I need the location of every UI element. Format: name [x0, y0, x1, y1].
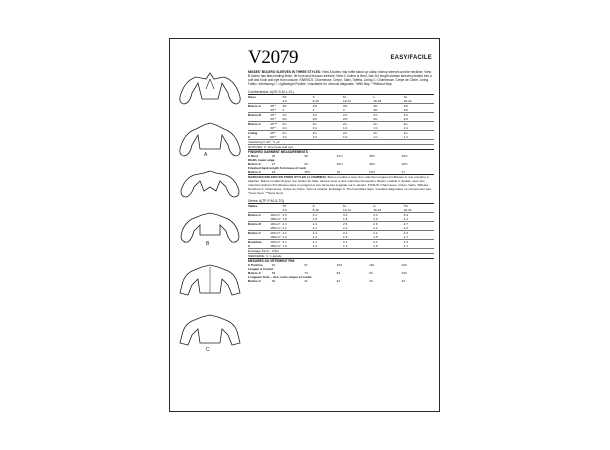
table-cell: 3.4 [403, 213, 408, 218]
table-cell: 1.3 [342, 244, 348, 249]
table-cell: 2.5 [342, 222, 348, 227]
table-cell: 15½ [304, 170, 311, 175]
size-number: 4-6 [282, 208, 287, 213]
fabric-width: 115cm* [270, 213, 281, 218]
table-cell: 1⅝ [342, 135, 348, 140]
fabric-width: 115cm* [270, 231, 281, 236]
table-cell: 2⅝ [312, 113, 317, 118]
table-cell: 2.1 [282, 231, 287, 236]
table-cell: 3⅜ [342, 104, 348, 109]
size-number: 8-10 [312, 208, 319, 213]
french-text: Bolero modèle A avec des manches longues bouffantes et une encolure à attacher. Bolero modèle B avec une finition de biais, devant noué et des manches blousantes. Bolero modèle C doublé, avec des manches dolman 3/4 plissées dans un poignet et une fermeture à agrafe sur le devant. TISSUS: Charmeuse, Crêpe, Satin, Taffetas. Doublure C: Charmeuse, Crêpe de Chine. Tissu à doubler. Entoilage C: Thermocollant léger. Grandes diagonales ne conviennent pas. *Avec Sens. **Sans Sens. [248, 175, 432, 196]
table-cell: 2.7 [403, 222, 408, 227]
table-cell: 2.0 [373, 217, 378, 222]
table-cell: 2.1 [403, 217, 408, 222]
table-cell: 2¼ [282, 131, 287, 136]
table-cell: 2.1 [342, 226, 348, 231]
size-label: TG [403, 204, 408, 209]
table-cell: 2.3 [403, 240, 408, 245]
french-series: Séries: A(TP-P-M-G-TG) [248, 199, 285, 204]
size-label: M [342, 204, 346, 209]
size-label: M [342, 95, 346, 100]
table-cell: 1.0 [282, 244, 287, 249]
table-cell: 40½ [401, 162, 408, 167]
table-cell: 83 [336, 271, 341, 276]
table-cell: 2 [342, 108, 345, 113]
table-cell: 2.1 [373, 231, 378, 236]
table-cell: 1.8 [312, 217, 317, 222]
finished-measurements-title: FINISHED GARMENT MEASUREMENTS [248, 149, 434, 154]
view-c-label: C [206, 347, 210, 353]
table-cell: 1.4 [312, 235, 317, 240]
table-cell: 2⅜ [312, 117, 317, 122]
table-cell: 44 [401, 279, 405, 284]
table-cell: 3.3 [373, 213, 378, 218]
table-cell: 2⅝ [282, 113, 287, 118]
table-cell: 1⅝ [312, 126, 317, 131]
table-cell: 1.7 [403, 244, 408, 249]
table-cell: 45½ [369, 154, 376, 159]
row-label: Bolero A [248, 104, 261, 109]
size-number: 12-14 [342, 99, 351, 104]
view-b-front-drawing [176, 167, 244, 201]
table-cell: 1⅞ [373, 126, 378, 131]
table-cell: 2¼ [312, 122, 317, 127]
table-cell: 2¼ [342, 131, 348, 136]
table-cell: 2¼ [373, 122, 378, 127]
table-cell: 2⅜ [373, 117, 378, 122]
view-a-back-drawing [176, 119, 244, 159]
pattern-number: V2079 [248, 47, 299, 68]
size-label: XS [282, 95, 287, 100]
table-cell: 38 [304, 154, 308, 159]
finished-measurements-title-fr: MESURES DU VÊTEMENT FINI [248, 258, 434, 263]
size-label: S [312, 95, 315, 100]
size-number: 8-10 [312, 99, 319, 104]
view-a-label: A [204, 152, 208, 158]
view-c-back-drawing [176, 311, 244, 353]
table-cell: 2⅝ [373, 113, 378, 118]
table-cell: 1⅝ [312, 135, 317, 140]
size-number: 20-22 [403, 99, 412, 104]
table-cell: 1.8 [342, 217, 348, 222]
table-cell: 49½ [401, 154, 408, 159]
interfacing-en: Interfacing C 20", ½ yd [248, 139, 434, 144]
finished-measurements-table [248, 154, 434, 174]
table-cell: 2⅜ [282, 117, 287, 122]
table-cell: 2.1 [312, 226, 317, 231]
table-cell: 1⅞ [403, 135, 408, 140]
table-cell: 2 [312, 108, 315, 113]
row-label: Bolero C [248, 122, 261, 127]
table-cell: 2.1 [342, 231, 348, 236]
table-cell: 2.2 [373, 226, 378, 231]
description-text: View A bolero has ruffle stand up collar, bishop sleeves and tie neckline. View B bolero has bias binding finish, tie front and blouson sleeves. View C bolero is lined, has 3/4 length dolman sleeves pleated into a cuff and hook and eye front closure. FABRICS: Charmeuse, Crepe, Satin, Taffeta. Lining C: Charmeuse, Crepe de Chine. Lining Fabric: Interfacing C: Lightweight Fusible. Unsuitable for obvious diagonals. *With Nap. **Without Nap. [248, 70, 432, 87]
fabric-width: 60"* [270, 108, 276, 113]
table-cell: 40 [271, 279, 276, 284]
table-cell: 15 [271, 170, 276, 175]
view-b-label: B [206, 241, 210, 247]
table-cell: 2.1 [312, 231, 317, 236]
table-cell: 74 [304, 271, 308, 276]
table-cell: 1.7 [403, 235, 408, 240]
row-label: C [248, 135, 251, 140]
table-cell: 1⅝ [282, 126, 287, 131]
row-label: Longueur finie – dos, votre nuque à l'ourlet [248, 275, 312, 280]
table-cell: 2⅜ [373, 108, 378, 113]
fabric-width: 150cm* [270, 226, 281, 231]
view-c-front-drawing [176, 261, 244, 301]
combinations: Combinations: A(XS-S-M-L-XL) [248, 90, 294, 95]
table-cell: 1.0 [312, 244, 317, 249]
finished-measurements-table-fr [248, 263, 434, 283]
row-label: Bolero C [248, 162, 261, 167]
pattern-info [248, 49, 434, 283]
row-label: Largeur à l'ourlet [248, 267, 274, 272]
table-cell: 1.5 [373, 235, 378, 240]
fabric-width: 45"* [270, 104, 276, 109]
description-title: MISSES' BOLERO SLEEVES IN THREE STYLES: [248, 70, 322, 74]
table-cell: 2.4 [312, 222, 317, 227]
size-number: 16-18 [373, 208, 382, 213]
table-cell: 3⅜ [312, 104, 317, 109]
table-cell: 103 [401, 271, 407, 276]
table-cell: 32½ [336, 162, 343, 167]
view-a-front-drawing [176, 69, 244, 107]
size-number: 16-18 [373, 99, 382, 104]
table-cell: 2.1 [342, 240, 348, 245]
row-label: Boléro A [248, 213, 261, 218]
table-cell: 2.4 [282, 222, 287, 227]
view-b-back-drawing [176, 209, 244, 247]
table-cell: 3.3 [342, 213, 348, 218]
row-label: Doublure [248, 240, 262, 245]
size-number: 4-6 [282, 99, 287, 104]
fabric-width: 115cm* [270, 222, 281, 227]
table-cell: 2.1 [373, 240, 378, 245]
table-cell: 126 [401, 263, 407, 268]
french-title: MANCHES BOLERO EN TROIS STYLES (J. FEMMES): [248, 175, 327, 180]
french-description [248, 174, 434, 195]
table-cell: 1.8 [282, 217, 287, 222]
table-cell: 3.1 [312, 213, 317, 218]
notions-fr: MERCERIE: C: 1 agrafe. [248, 253, 434, 258]
row-label: C [248, 244, 251, 249]
table-cell: 1.3 [282, 235, 287, 240]
size-number: 12-14 [342, 208, 351, 213]
fabric-width: 60"* [270, 126, 276, 131]
size-label: TP [282, 204, 287, 209]
table-cell: 2.3 [403, 231, 408, 236]
table-cell: 1⅝ [282, 135, 287, 140]
table-cell: 17 [401, 170, 405, 175]
table-cell: 91 [271, 263, 276, 268]
table-cell: 1⅝ [342, 126, 348, 131]
row-label: Boléro B [248, 222, 261, 227]
row-label: Boléro C [248, 271, 261, 276]
row-label: C Poitrine [248, 263, 263, 268]
yardage-table-en [248, 94, 434, 139]
technical-drawings [170, 39, 250, 413]
table-cell: 16 [336, 170, 341, 175]
table-cell: 3⅜ [282, 104, 287, 109]
size-label: P [312, 204, 315, 209]
table-cell: 3⅜ [403, 104, 408, 109]
table-cell: 41½ [336, 154, 343, 159]
size-label: L [373, 95, 376, 100]
table-cell: 2.2 [403, 226, 408, 231]
sizes-label: Tailles [248, 204, 258, 209]
table-cell: 43 [369, 279, 373, 284]
table-cell: 27 [271, 162, 276, 167]
table-cell: 2⅝ [403, 113, 408, 118]
table-cell: 2¼ [342, 122, 348, 127]
sizes-label: Sizes [248, 95, 256, 100]
row-label: Bolero C [248, 170, 261, 175]
table-cell: 2¼ [282, 122, 287, 127]
row-label: C Bust [248, 154, 258, 159]
fabric-width: 45"* [270, 113, 276, 118]
fabric-width: 60"* [270, 117, 276, 122]
row-label: Width, lower edge [248, 158, 275, 163]
description [248, 70, 434, 86]
size-number: 20-22 [403, 208, 412, 213]
table-cell: 116 [369, 263, 375, 268]
fabric-width: 45"* [270, 131, 276, 136]
table-cell: 2.1 [312, 240, 317, 245]
difficulty-label: EASY/FACILE [390, 55, 432, 61]
table-cell: 2.1 [282, 240, 287, 245]
fabric-width: 60"* [270, 135, 276, 140]
table-cell: 2⅜ [403, 117, 408, 122]
table-cell: 2.6 [373, 222, 378, 227]
fabric-width: 150cm* [270, 235, 281, 240]
row-label: Bolero B [248, 113, 261, 118]
table-cell: 1.5 [373, 244, 378, 249]
table-cell: 97 [304, 263, 308, 268]
table-cell: 36½ [369, 162, 376, 167]
fabric-width: 150cm* [270, 217, 281, 222]
table-cell: 3⅜ [373, 104, 378, 109]
table-cell: 1⅞ [373, 135, 378, 140]
table-cell: 36 [271, 154, 276, 159]
row-label: Boléro C [248, 231, 261, 236]
table-cell: 1.5 [342, 235, 348, 240]
table-cell: 93 [369, 271, 373, 276]
table-cell: 2 [282, 108, 285, 113]
table-cell: 29 [304, 162, 308, 167]
table-cell: 2.1 [282, 226, 287, 231]
interfacing-fr: Entoilage 51cm - 0,5m [248, 248, 434, 253]
fabric-width: 45"** [270, 122, 278, 127]
table-cell: 2¼ [403, 131, 408, 136]
table-cell: 69 [271, 271, 276, 276]
row-label: Boléro C [248, 279, 261, 284]
table-cell: 2¼ [312, 131, 317, 136]
size-label: XL [403, 95, 408, 100]
table-cell: 2¼ [403, 122, 408, 127]
table-cell: 2¼ [373, 131, 378, 136]
table-cell: 3.0 [282, 213, 287, 218]
table-row [248, 279, 434, 283]
notions-en: NOTIONS: C: One hook and eye. [248, 144, 434, 149]
table-cell: 2⅝ [342, 113, 348, 118]
table-cell: 103 [336, 263, 342, 268]
fabric-width: 150cm* [270, 244, 281, 249]
table-cell: 41 [304, 279, 308, 284]
row-label: Lining [248, 131, 258, 136]
table-cell: 2⅜ [403, 108, 408, 113]
table-cell: 16½ [369, 170, 376, 175]
pattern-envelope-back [169, 38, 440, 412]
yardage-table-fr [248, 203, 434, 248]
table-cell: 2⅜ [342, 117, 348, 122]
table-cell: 42 [336, 279, 341, 284]
fabric-width: 115cm* [270, 240, 281, 245]
table-cell: 1⅞ [403, 126, 408, 131]
row-label: Finished back length from base of neck [248, 166, 307, 171]
size-label: G [373, 204, 376, 209]
